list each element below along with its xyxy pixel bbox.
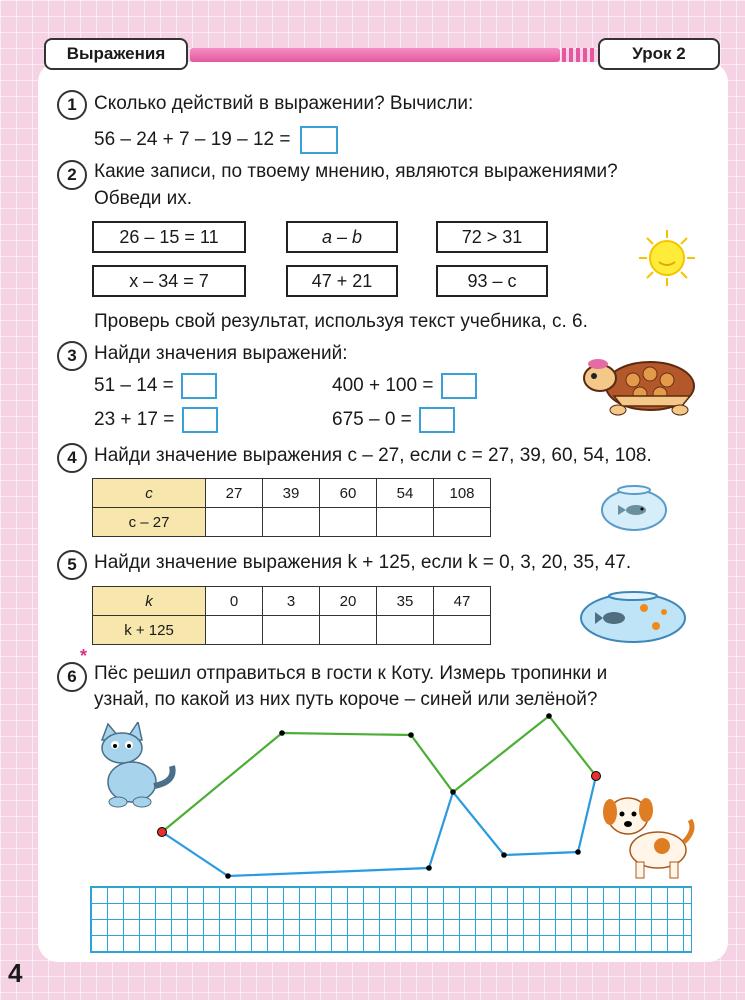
task-6-number: 6 [57, 662, 87, 692]
table-row [93, 479, 491, 508]
task-3-answer-box[interactable] [182, 407, 218, 433]
task-5-question: Найди значение выражения k + 125, если k = 0, 3, 20, 35, 47. [94, 552, 632, 573]
answer-grid[interactable] [90, 886, 692, 953]
task-5-number: 5 [57, 550, 87, 580]
header-stripes [562, 48, 594, 62]
row-label: c – 27 [128, 513, 170, 531]
answer-cell[interactable] [320, 616, 377, 645]
task-3-expr-1 [94, 373, 217, 399]
task-3-answer-box[interactable] [181, 373, 217, 399]
table-cell: 108 [434, 479, 491, 508]
header-bar [190, 48, 560, 62]
task-3-answer-box[interactable] [419, 407, 455, 433]
task-1-number: 1 [57, 90, 87, 120]
answer-cell[interactable] [263, 508, 320, 537]
answer-cell[interactable] [206, 616, 263, 645]
dog-icon [600, 790, 700, 882]
task-4-table [92, 478, 491, 537]
table-header-cell [93, 508, 206, 537]
task-6-star: * [80, 646, 88, 666]
row-label: k + 125 [124, 621, 174, 639]
task-1-expression-text: 56 – 24 + 7 – 19 – 12 = [94, 129, 291, 151]
task-2-item[interactable]: x – 34 = 7 [92, 265, 246, 297]
answer-cell[interactable] [377, 616, 434, 645]
table-cell: 47 [434, 587, 491, 616]
task-2-question-line2: Обведи их. [94, 188, 193, 209]
table-header-cell [93, 587, 206, 616]
answer-cell[interactable] [434, 508, 491, 537]
answer-cell[interactable] [263, 616, 320, 645]
sun-icon [637, 228, 697, 288]
page-number: 4 [8, 958, 23, 988]
row-label: k [145, 592, 153, 610]
answer-cell[interactable] [320, 508, 377, 537]
table-cell: 60 [320, 479, 377, 508]
table-cell: 27 [206, 479, 263, 508]
task-2-item[interactable]: 47 + 21 [286, 265, 398, 297]
task-2-check-note: Проверь свой результат, используя текст учебника, с. 6. [94, 311, 588, 332]
task-2-item[interactable]: 93 – c [436, 265, 548, 297]
table-cell: 35 [377, 587, 434, 616]
task-2-item[interactable]: a – b [286, 221, 398, 253]
task-3-expr-3 [94, 407, 218, 433]
answer-cell[interactable] [206, 508, 263, 537]
answer-cell[interactable] [434, 616, 491, 645]
task-3-question: Найди значения выражений: [94, 343, 348, 364]
task-3-number: 3 [57, 341, 87, 371]
task-2-number: 2 [57, 160, 87, 190]
table-cell: 39 [263, 479, 320, 508]
task-2-item[interactable]: 72 > 31 [436, 221, 548, 253]
fishbowl-icon [598, 480, 670, 532]
table-row [93, 587, 491, 616]
task-3-answer-box[interactable] [441, 373, 477, 399]
task-3-expr-2 [332, 373, 477, 399]
task-4-question: Найди значение выражения c – 27, если c = 27, 39, 60, 54, 108. [94, 445, 652, 466]
task-1-question: Сколько действий в выражении? Вычисли: [94, 93, 474, 114]
task-1-expression [94, 126, 338, 154]
task-3-expr-text: 675 – 0 = [332, 409, 412, 431]
row-label: c [145, 484, 153, 502]
task-3-expr-text: 23 + 17 = [94, 409, 175, 431]
turtle-icon [578, 352, 703, 416]
table-header-cell [93, 616, 206, 645]
task-2-question-line1: Какие записи, по твоему мнению, являются выражениями? [94, 161, 618, 182]
task-2-item[interactable]: 26 – 15 = 11 [92, 221, 246, 253]
table-header-cell [93, 479, 206, 508]
lesson-tag: Урок 2 [598, 38, 720, 70]
section-tag: Выражения [44, 38, 188, 70]
task-3-expr-4 [332, 407, 455, 433]
table-row [93, 616, 491, 645]
aquarium-icon [578, 588, 688, 644]
cat-icon [96, 722, 178, 808]
task-1-answer-box[interactable] [300, 126, 338, 154]
table-cell: 3 [263, 587, 320, 616]
task-3-expr-text: 51 – 14 = [94, 375, 174, 397]
table-row [93, 508, 491, 537]
task-6-line1: Пёс решил отправиться в гости к Коту. Измерь тропинки и [94, 663, 608, 684]
task-3-expr-text: 400 + 100 = [332, 375, 434, 397]
task-6-line2: узнай, по какой из них путь короче – синей или зелёной? [94, 689, 598, 710]
table-cell: 54 [377, 479, 434, 508]
task-5-table [92, 586, 491, 645]
answer-cell[interactable] [377, 508, 434, 537]
task-4-number: 4 [57, 443, 87, 473]
table-cell: 20 [320, 587, 377, 616]
table-cell: 0 [206, 587, 263, 616]
